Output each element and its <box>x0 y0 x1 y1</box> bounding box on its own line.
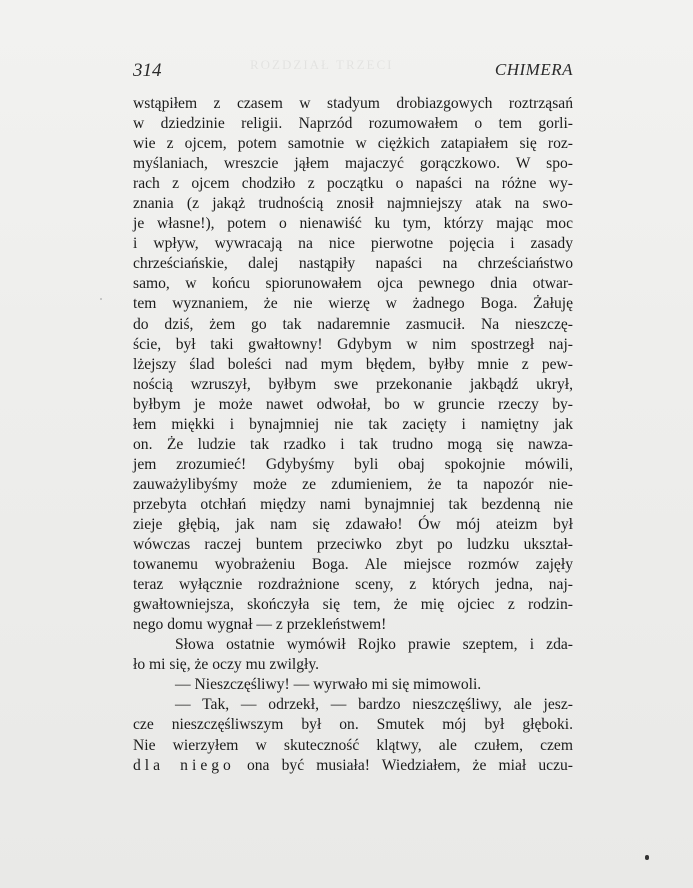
paragraph-end-line: nego domu wygnał — z przekleństwem! <box>133 616 387 634</box>
text-line: cze nieszczęśliwszym był on. Smutek mój był głęboki. <box>133 716 573 734</box>
text-line: i wpływ, wywracają na nice pierwotne pojęcia i zasady <box>133 235 573 253</box>
text-line: przebyta otchłań między nami bynajmniej tak bezdenną nie <box>133 495 573 513</box>
dialogue-line: — Nieszczęśliwy! — wyrwało mi się mimowoli. <box>175 676 482 694</box>
emphasized-spaced-text: dla niego <box>133 756 235 774</box>
text-fragment: ona być musiała! Wiedziałem, że miał uczu- <box>234 756 573 774</box>
text-line: zauważylibyśmy może ze zdumieniem, że ta napozór nie- <box>133 475 573 493</box>
text-line-final <box>133 756 573 776</box>
ink-speck <box>645 855 649 860</box>
text-line: zieje głębią, jak nam się zdawało! Ów mój ateizm był <box>133 515 573 533</box>
running-title: CHIMERA <box>494 60 573 79</box>
text-line: w dziedzinie religii. Naprzód rozumowałem o tem gorli- <box>133 115 573 133</box>
paragraph-start-line: Słowa ostatnie wymówił Rojko prawie szeptem, i zda- <box>175 636 573 654</box>
text-line: lżejszy ślad boleści nad mym błędem, byłby mnie z pew- <box>133 355 573 373</box>
text-line: teraz wyłącznie rozdrażnione sceny, z których jedna, naj- <box>133 576 573 594</box>
bleed-through-text: ROZDZIAŁ TRZECI <box>250 57 394 72</box>
text-line: towanemu wyobrażeniu Boga. Ale miejsce rozmów zajęły <box>133 556 573 574</box>
text-line: rach z ojcem chodziło z początku o napaści na różne wy- <box>133 175 573 193</box>
text-line: nością wzruszył, byłbym swe przekonanie jakbądź ukrył, <box>133 375 573 393</box>
text-line: byłbym je może nawet odwołał, bo w gruncie rzeczy by- <box>133 395 573 413</box>
text-line: do dziś, żem go tak nadaremnie zasmucił. Na nieszczę- <box>133 315 573 333</box>
paper-speck <box>100 298 102 300</box>
text-line: wstąpiłem z czasem w stadyum drobiazgowych roztrząsań <box>133 95 573 112</box>
text-line: wie z ojcem, potem samotnie w ciężkich zatapiałem się roz- <box>133 135 573 153</box>
text-line: on. Że ludzie tak rzadko i tak trudno mogą się nawza- <box>133 435 573 453</box>
text-line: Nie wierzyłem w skuteczność klątwy, ale czułem, czem <box>133 736 573 754</box>
text-line: znania (z jakąż trudnością znosił najmniejszy atak na swo- <box>133 195 573 213</box>
page-header <box>133 60 573 84</box>
dialogue-line: — Tak, — odrzekł, — bardzo nieszczęśliwy, ale jesz- <box>175 696 573 714</box>
text-line: wówczas raczej buntem przeciwko zbyt po ludzku ukształ- <box>133 536 573 554</box>
text-line: chrześciańskie, dalej nastąpiły napaści na chrześciaństwo <box>133 255 573 273</box>
paragraph-end-line: ło mi się, że oczy mu zwilgły. <box>133 656 320 674</box>
text-line: myślaniach, wreszcie jąłem majaczyć gorączkowo. W spo- <box>133 155 573 173</box>
text-line: jem zrozumieć! Gdybyśmy byli obaj spokojnie mówili, <box>133 455 573 473</box>
text-line: łem miękki i bynajmniej nie tak zacięty i namiętny jak <box>133 415 573 433</box>
page-number: 314 <box>133 60 162 81</box>
text-line: je własne!), potem o nienawiść ku tym, którzy mając moc <box>133 215 573 233</box>
body-text <box>133 94 573 776</box>
text-line: tem wyznaniem, że nie wierzę w żadnego Boga. Żałuję <box>133 295 573 313</box>
text-line: gwałtowniejsza, skończyła się tem, że mię ojciec z rodzin- <box>133 596 573 614</box>
text-line: samo, w końcu spiorunowałem ojca pewnego dnia otwar- <box>133 275 573 293</box>
text-line: ście, był taki gwałtowny! Gdybym w nim spostrzegł naj- <box>133 335 573 353</box>
